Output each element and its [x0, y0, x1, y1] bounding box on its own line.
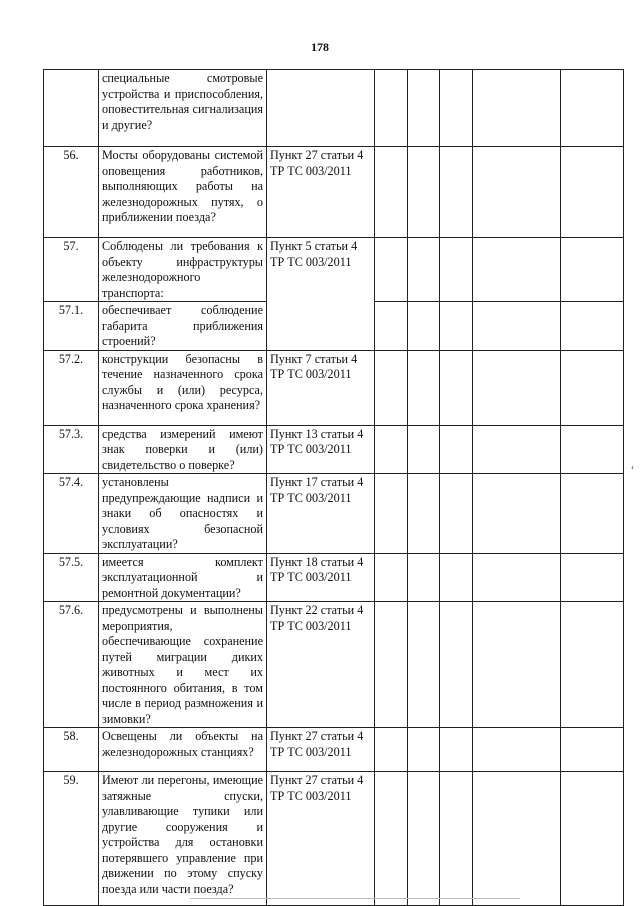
answer-cell [473, 425, 561, 474]
table-row [44, 350, 624, 425]
answer-cell [440, 70, 473, 147]
legal-reference: Пункт 27 статьи 4 ТР ТС 003/2011 [267, 147, 375, 238]
requirement-question: обеспечивает соблюдение габарита приближения строений? [99, 302, 267, 351]
table-row [44, 602, 624, 728]
table-row [44, 728, 624, 772]
margin-mark: ‹ [631, 462, 634, 472]
answer-cell [375, 474, 408, 554]
answer-cell [561, 238, 624, 302]
answer-cell [375, 602, 408, 728]
answer-cell [375, 425, 408, 474]
answer-cell [375, 70, 408, 147]
requirement-question: средства измерений имеют знак поверки и (или) свидетельство о поверке? [99, 425, 267, 474]
answer-cell [440, 553, 473, 602]
requirement-question: установлены предупреждающие надписи и знаки об опасностях и условиях безопасной эксплуатации? [99, 474, 267, 554]
requirement-question: имеется комплект эксплуатационной и ремонтной документации? [99, 553, 267, 602]
answer-cell [408, 350, 440, 425]
legal-reference: Пункт 22 статьи 4 ТР ТС 003/2011 [267, 602, 375, 728]
answer-cell [375, 350, 408, 425]
requirement-question: Мосты оборудованы системой оповещения работников, выполняющих работы на железнодорожных путях, о приближении поезда? [99, 147, 267, 238]
scan-artifact-line [190, 898, 520, 899]
row-number: 57.2. [44, 350, 99, 425]
answer-cell [375, 302, 408, 351]
row-number: 57.1. [44, 302, 99, 351]
answer-cell [440, 350, 473, 425]
table-row [44, 772, 624, 906]
row-number: 57. [44, 238, 99, 302]
requirement-question: Имеют ли перегоны, имеющие затяжные спуски, улавливающие тупики или другие сооружения и устройства для остановки потерявшего управление при движении по этому спуску поезда или части поезда? [99, 772, 267, 906]
page-number: 178 [311, 40, 329, 54]
requirement-question: конструкции безопасны в течение назначенного срока службы и (или) ресурса, назначенного срока хранения? [99, 350, 267, 425]
answer-cell [473, 70, 561, 147]
answer-cell [440, 147, 473, 238]
answer-cell [440, 425, 473, 474]
table-row [44, 147, 624, 238]
answer-cell [561, 728, 624, 772]
answer-cell [473, 350, 561, 425]
answer-cell [561, 425, 624, 474]
answer-cell [375, 772, 408, 906]
answer-cell [561, 70, 624, 147]
answer-cell [375, 147, 408, 238]
table-row [44, 425, 624, 474]
answer-cell [440, 238, 473, 302]
answer-cell [561, 302, 624, 351]
answer-cell [561, 474, 624, 554]
legal-reference: Пункт 5 статьи 4 ТР ТС 003/2011 [267, 238, 375, 351]
row-number [44, 70, 99, 147]
answer-cell [440, 602, 473, 728]
checklist-body [44, 70, 624, 906]
answer-cell [473, 302, 561, 351]
requirement-question: специальные смотровые устройства и приспособления, оповестительная сигнализация и другие? [99, 70, 267, 147]
row-number: 57.5. [44, 553, 99, 602]
answer-cell [408, 772, 440, 906]
answer-cell [375, 238, 408, 302]
table-row [44, 238, 624, 302]
answer-cell [408, 238, 440, 302]
legal-reference: Пункт 27 статьи 4 ТР ТС 003/2011 [267, 728, 375, 772]
answer-cell [473, 474, 561, 554]
answer-cell [408, 147, 440, 238]
answer-cell [408, 602, 440, 728]
answer-cell [561, 147, 624, 238]
answer-cell [473, 728, 561, 772]
checklist-table [43, 69, 624, 906]
legal-reference: Пункт 13 статьи 4 ТР ТС 003/2011 [267, 425, 375, 474]
row-number: 57.3. [44, 425, 99, 474]
answer-cell [408, 474, 440, 554]
answer-cell [440, 302, 473, 351]
row-number: 56. [44, 147, 99, 238]
answer-cell [561, 553, 624, 602]
legal-reference: Пункт 7 статьи 4 ТР ТС 003/2011 [267, 350, 375, 425]
row-number: 57.4. [44, 474, 99, 554]
answer-cell [561, 772, 624, 906]
answer-cell [561, 602, 624, 728]
answer-cell [473, 772, 561, 906]
legal-reference: Пункт 27 статьи 4 ТР ТС 003/2011 [267, 772, 375, 906]
answer-cell [473, 553, 561, 602]
answer-cell [440, 728, 473, 772]
legal-reference: Пункт 18 статьи 4 ТР ТС 003/2011 [267, 553, 375, 602]
legal-reference [267, 70, 375, 147]
requirement-question: предусмотрены и выполнены мероприятия, обеспечивающие сохранение путей миграции диких животных и мест их постоянного обитания, в том числе в период размножения и зимовки? [99, 602, 267, 728]
row-number: 58. [44, 728, 99, 772]
answer-cell [473, 238, 561, 302]
requirement-question: Соблюдены ли требования к объекту инфраструктуры железнодорожного транспорта: [99, 238, 267, 302]
table-row [44, 553, 624, 602]
row-number: 59. [44, 772, 99, 906]
row-number: 57.6. [44, 602, 99, 728]
answer-cell [440, 772, 473, 906]
answer-cell [473, 147, 561, 238]
legal-reference: Пункт 17 статьи 4 ТР ТС 003/2011 [267, 474, 375, 554]
answer-cell [440, 474, 473, 554]
requirement-question: Освещены ли объекты на железнодорожных станциях? [99, 728, 267, 772]
answer-cell [375, 553, 408, 602]
answer-cell [473, 602, 561, 728]
answer-cell [408, 425, 440, 474]
table-row [44, 70, 624, 147]
answer-cell [408, 553, 440, 602]
answer-cell [408, 728, 440, 772]
answer-cell [561, 350, 624, 425]
answer-cell [408, 70, 440, 147]
answer-cell [375, 728, 408, 772]
answer-cell [408, 302, 440, 351]
table-row [44, 474, 624, 554]
